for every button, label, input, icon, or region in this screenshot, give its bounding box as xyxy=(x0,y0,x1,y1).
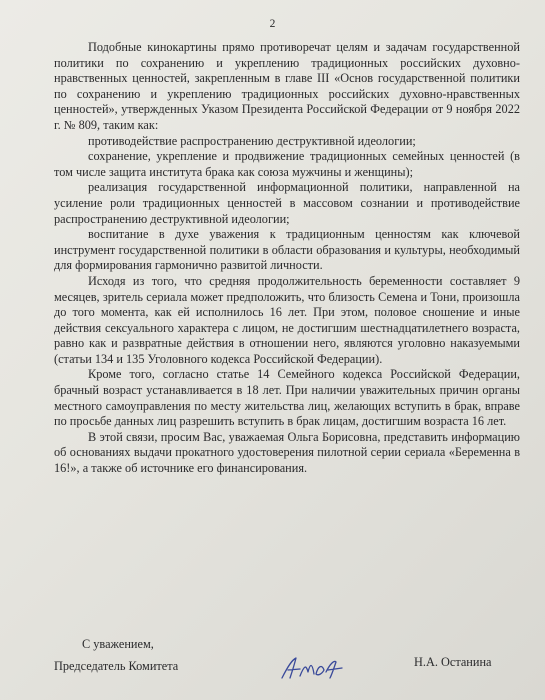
paragraph-family-code: Кроме того, согласно статье 14 Семейного кодекса Российской Федерации, брачный возраст устанавливается в 18 лет. При наличии уважительных причин органы местного самоуправления по месту жительства лиц, желающих вступить в брак, вправе по просьбе данных лиц разрешить вступить в брак лицам, достигшим возраста 16 лет. xyxy=(54,367,520,429)
letter-body xyxy=(54,40,520,477)
closing-regards: С уважением, xyxy=(82,637,154,651)
list-item-information-policy: реализация государственной информационной политики, направленной на усиление роли традиционных ценностей в массовом сознании и противодействие распространению деструктивной идеологии; xyxy=(54,180,520,226)
list-item-education: воспитание в духе уважения к традиционным ценностям как ключевой инструмент государственной политики в области образования и культуры, необходимый для формирования гармонично развитой личности. xyxy=(54,227,520,273)
paragraph-request: В этой связи, просим Вас, уважаемая Ольга Борисовна, представить информацию об основаниях выдачи прокатного удостоверения пилотной серии сериала «Беременна в 16!», а также об источнике его финансирования. xyxy=(54,429,520,476)
list-item-ideology: противодействие распространению деструктивной идеологии; xyxy=(88,133,416,148)
signer-name: Н.А. Останина xyxy=(414,655,492,669)
paragraph-pregnancy: Исходя из того, что средняя продолжительность беременности составляет 9 месяцев, зритель сериала может предположить, что близость Семена и Тони, произошла до того момента, как ей исполнилось 16 лет. При этом, половое сношение и иные действия сексуального характера с лицом, не достигшим шестнадцатилетнего возраста, равно как и развратные действия в отношении него, являются уголовно наказуемыми (статьи 134 и 135 Уголовного кодекса Российской Федерации). xyxy=(54,273,520,366)
handwritten-signature xyxy=(278,652,348,684)
paragraph-intro: Подобные кинокартины прямо противоречат целям и задачам государственной политики по сохранению и укреплению традиционных российских духовно-нравственных ценностей, закрепленным в главе III «Основ государственной политики по сохранению и укреплению традиционных российских духовно-нравственных ценностей», утвержденных Указом Президента Российской Федерации от 9 ноября 2022 г. № 809, таким как: xyxy=(54,40,520,132)
list-item-family-values: сохранение, укрепление и продвижение традиционных семейных ценностей (в том числе защита института брака как союза мужчины и женщины); xyxy=(54,149,520,179)
page-number: 2 xyxy=(269,18,276,30)
signer-position: Председатель Комитета xyxy=(54,659,179,673)
closing-block xyxy=(54,633,178,677)
